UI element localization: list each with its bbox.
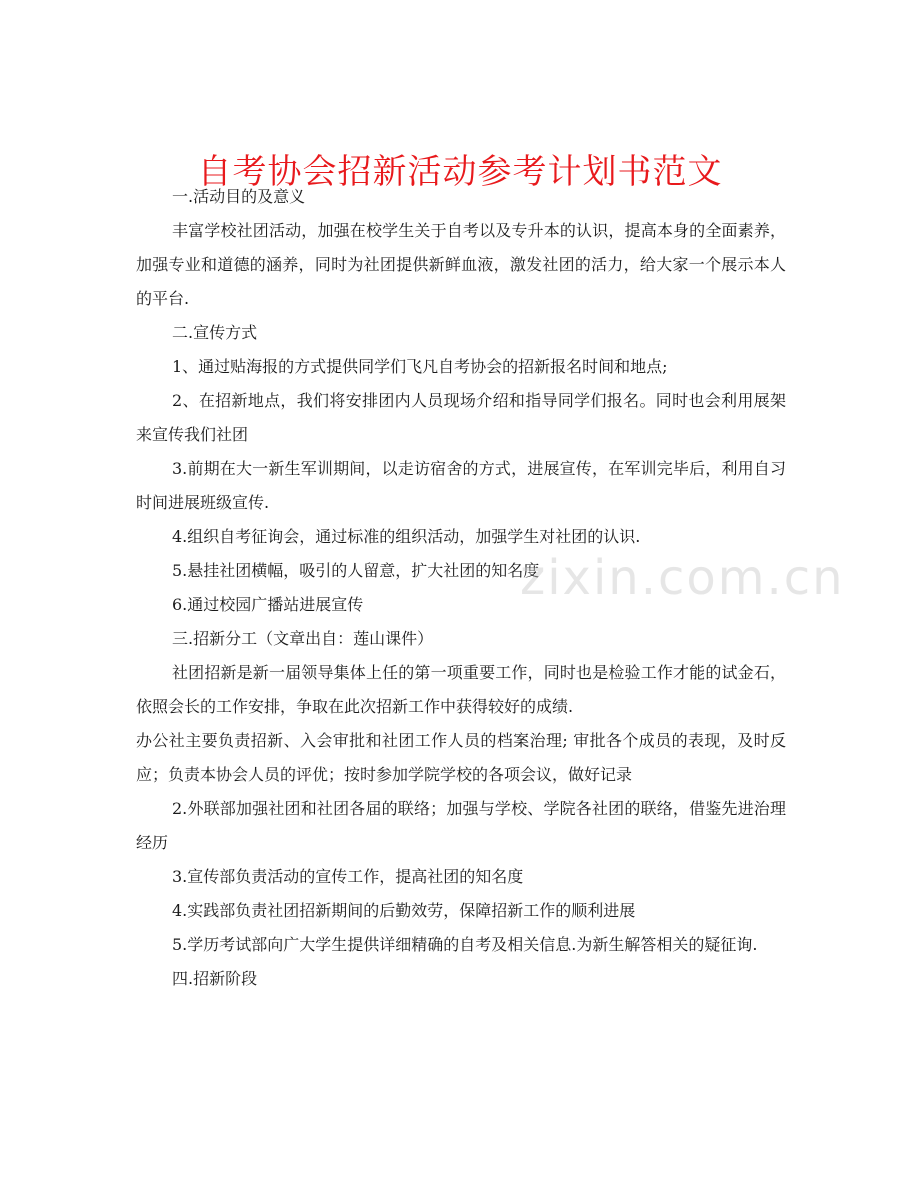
- body-paragraph: 3.宣传部负责活动的宣传工作，提高社团的知名度: [172, 867, 524, 886]
- body-paragraph: 1、通过贴海报的方式提供同学们飞凡自考协会的招新报名时间和地点;: [172, 357, 668, 376]
- body-paragraph: 4.实践部负责社团招新期间的后勤效劳，保障招新工作的顺利进展: [172, 901, 636, 920]
- body-paragraph: 丰富学校社团活动，加强在校学生关于自考以及专升本的认识，提高本身的全面素养，加强专业和道德的涵养，同时为社团提供新鲜血液，激发社团的活力，给大家一个展示本人的平台.: [136, 221, 786, 308]
- body-paragraph: 社团招新是新一届领导集体上任的第一项重要工作，同时也是检验工作才能的试金石，依照会长的工作安排，争取在此次招新工作中获得较好的成绩.: [136, 663, 786, 716]
- body-paragraph: 4.组织自考征询会，通过标准的组织活动，加强学生对社团的认识.: [172, 527, 641, 546]
- body-paragraph: 二.宣传方式: [172, 323, 258, 342]
- body-paragraph: 2、在招新地点，我们将安排团内人员现场介绍和指导同学们报名。同时也会利用展架来宣传我们社团: [136, 391, 786, 444]
- body-paragraph: 四.招新阶段: [172, 969, 258, 988]
- body-paragraph: 三.招新分工（文章出自：莲山课件）: [172, 629, 434, 648]
- body-paragraph: 6.通过校园广播站进展宣传: [172, 595, 364, 614]
- body-paragraph: 2.外联部加强社团和社团各届的联络；加强与学校、学院各社团的联络，借鉴先进治理经历: [136, 799, 786, 852]
- body-paragraph: 一.活动目的及意义: [172, 187, 306, 206]
- body-paragraph: 3.前期在大一新生军训期间，以走访宿舍的方式，进展宣传，在军训完毕后，利用自习时间进展班级宣传.: [136, 459, 786, 512]
- body-paragraph: 5.学历考试部向广大学生提供详细精确的自考及相关信息.为新生解答相关的疑征询.: [172, 935, 758, 954]
- document-body: [136, 180, 786, 996]
- watermark: zixin.com.cn: [520, 550, 845, 606]
- body-paragraph: 5.悬挂社团横幅，吸引的人留意，扩大社团的知名度: [172, 561, 540, 580]
- body-paragraph: 办公社主要负责招新、入会审批和社团工作人员的档案治理; 审批各个成员的表现，及时反应；负责本协会人员的评优；按时参加学院学校的各项会议，做好记录: [136, 731, 786, 784]
- document-title: 自考协会招新活动参考计划书范文: [197, 151, 723, 192]
